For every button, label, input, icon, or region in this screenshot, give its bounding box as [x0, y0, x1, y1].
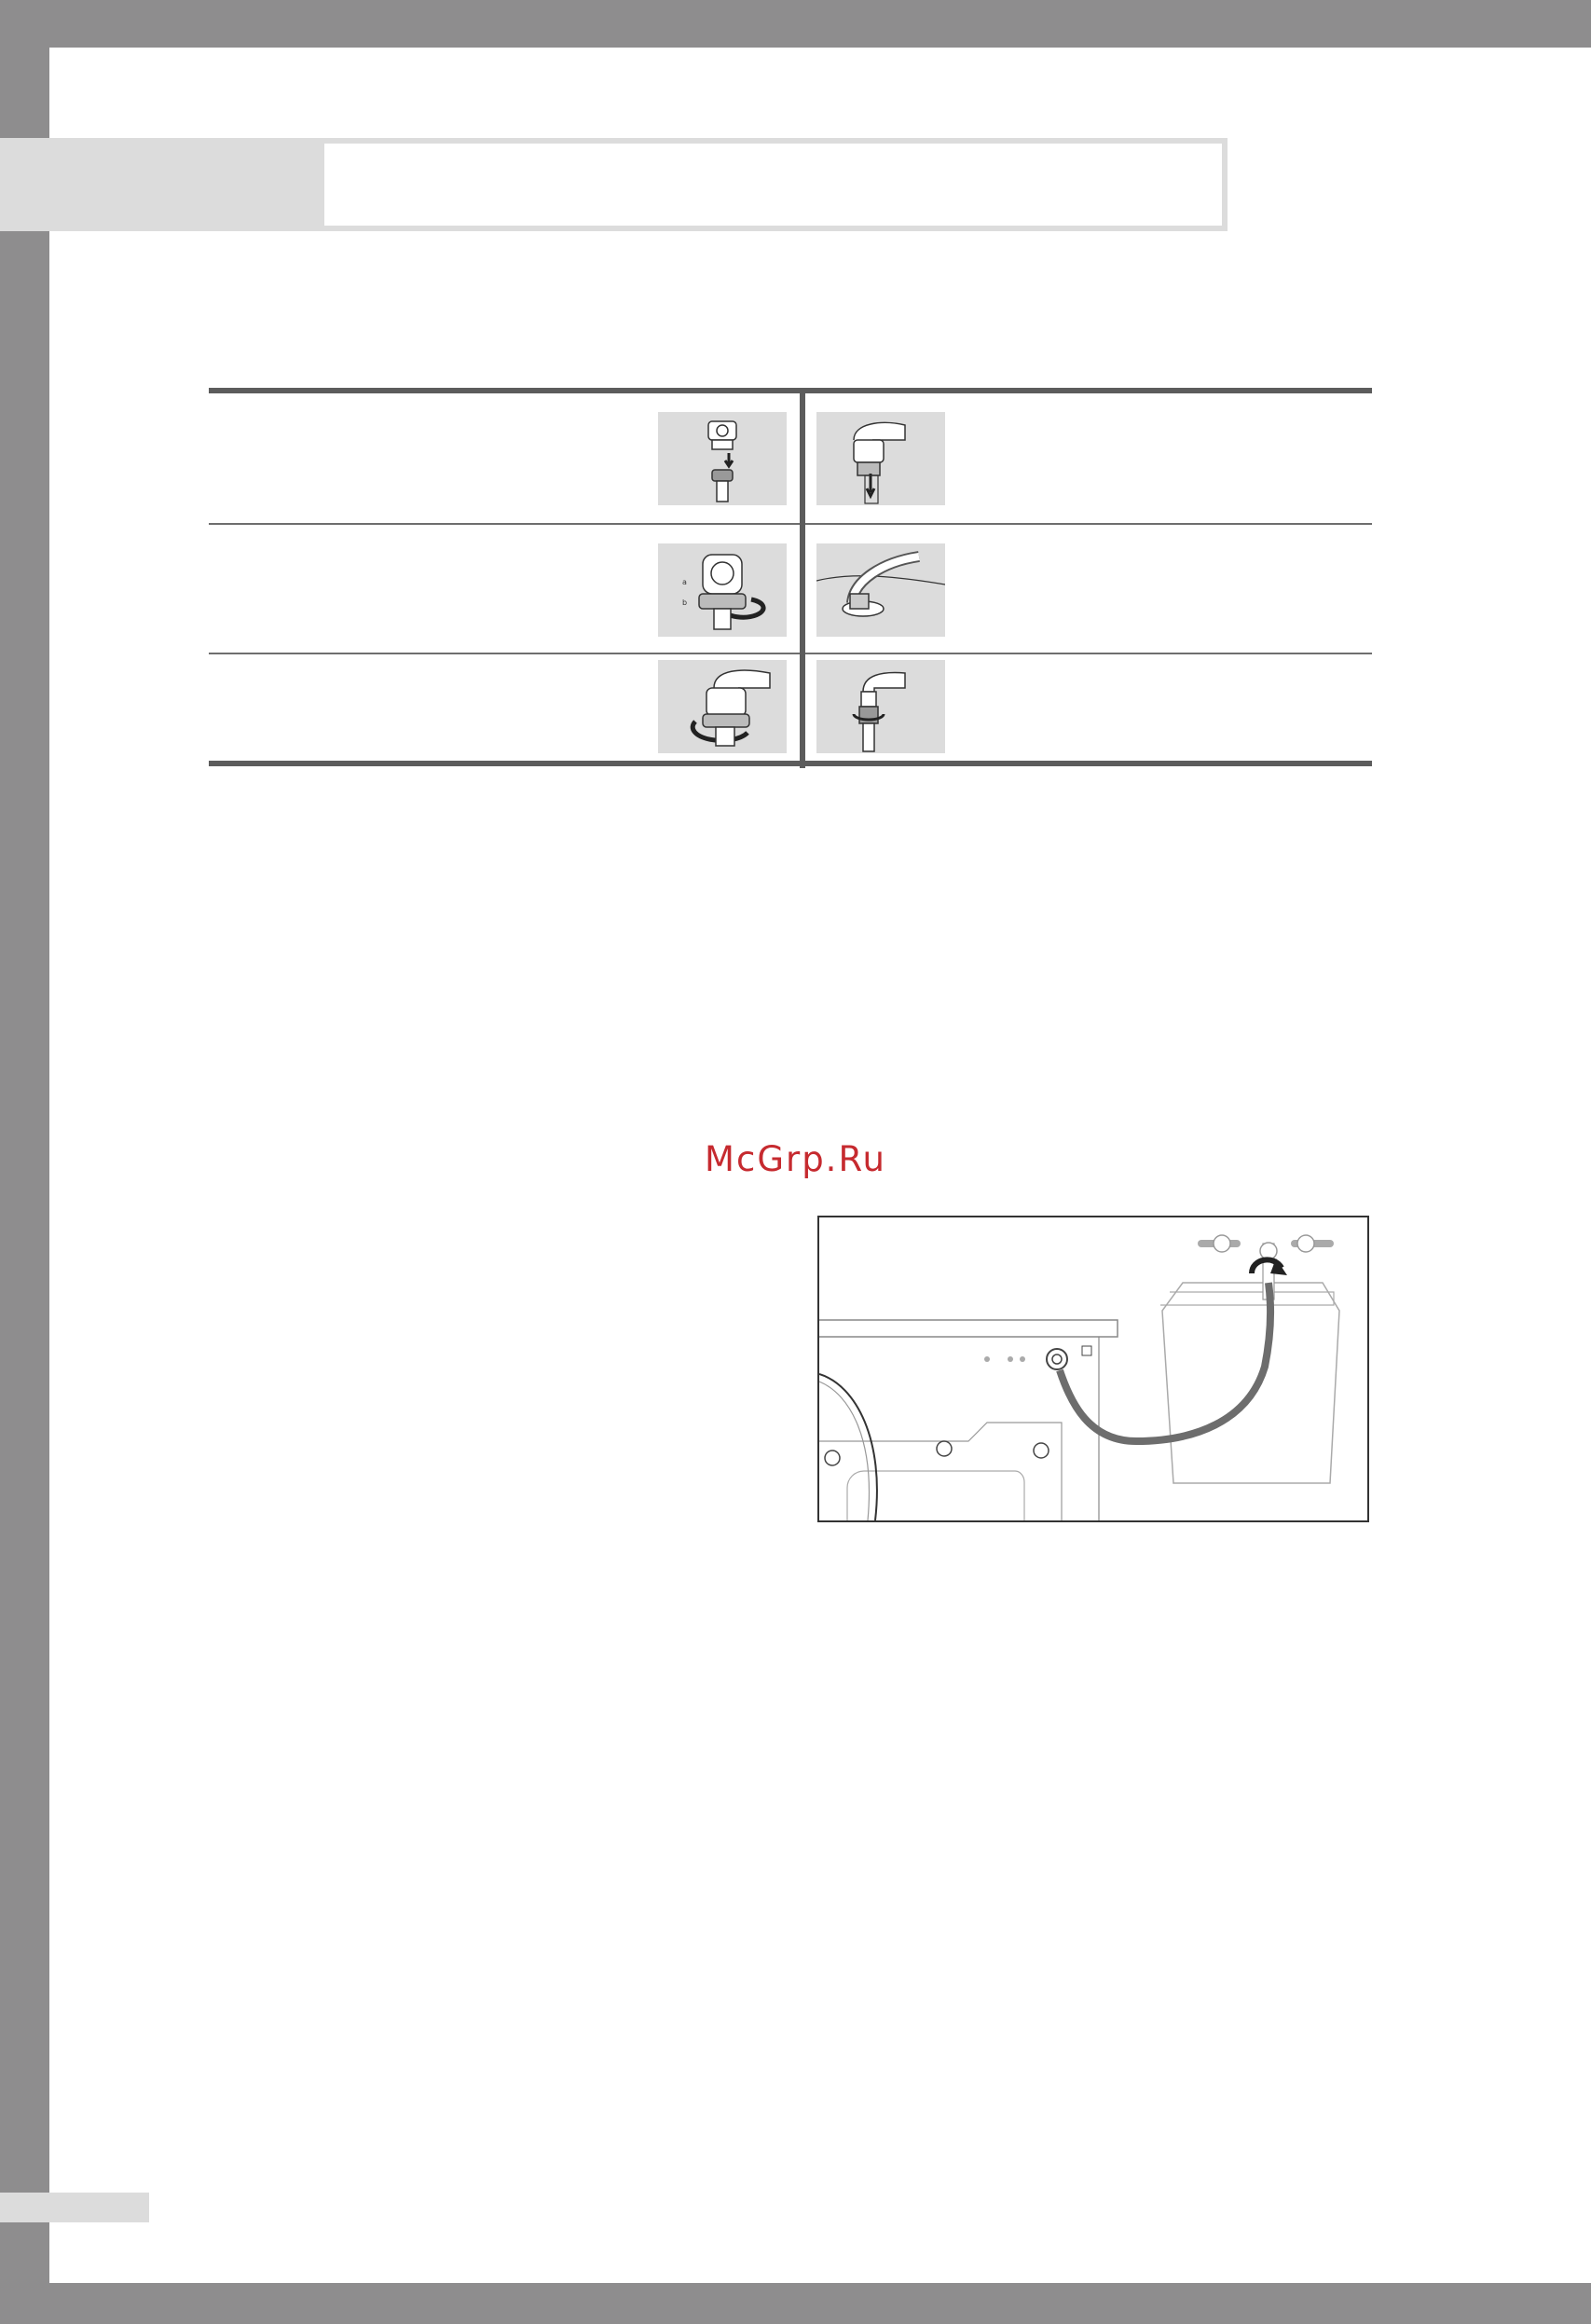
- filter-disassemble-icon: [658, 412, 787, 505]
- svg-text:a: a: [682, 578, 687, 586]
- table-row-divider: [209, 523, 1372, 525]
- installation-steps-table: [209, 388, 1372, 768]
- page-frame-bottom: [0, 2283, 1591, 2324]
- table-top-rule: [209, 388, 1372, 393]
- filter-tighten-icon: [658, 660, 787, 753]
- header-title-box: [319, 138, 1228, 231]
- table-column-divider: [800, 388, 805, 768]
- svg-text:b: b: [682, 598, 688, 607]
- water-supply-connection-icon: [817, 1216, 1369, 1522]
- page-number-tab: [0, 2193, 149, 2222]
- table-bottom-rule: [209, 761, 1372, 766]
- watermark-text: McGrp.Ru: [705, 1139, 886, 1179]
- hose-connect-icon: [816, 412, 945, 505]
- page-frame-top: [0, 0, 1591, 48]
- header-tab: [0, 138, 319, 231]
- hose-on-floor-icon: [816, 543, 945, 637]
- table-row-divider: [209, 653, 1372, 654]
- tap-hose-icon: [816, 660, 945, 753]
- filter-assembly-icon: [658, 543, 787, 637]
